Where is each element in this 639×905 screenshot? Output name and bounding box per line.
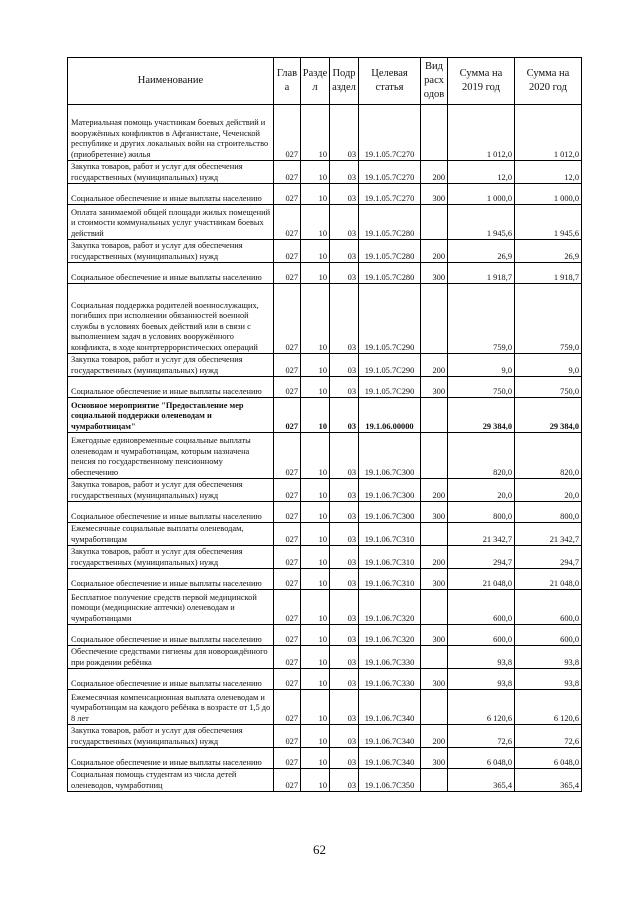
table-row <box>68 240 582 263</box>
row-sum-2020: 6 048,0 <box>515 748 582 769</box>
row-sum-2019: 26,9 <box>448 240 515 263</box>
header-podrazdel: Подр аздел <box>330 58 359 105</box>
row-razdel: 10 <box>301 690 330 725</box>
header-sum-2020: Сумма на 2020 год <box>515 58 582 105</box>
row-vid-rashodov <box>421 105 448 161</box>
row-sum-2020: 759,0 <box>515 284 582 354</box>
table-row <box>68 646 582 669</box>
row-sum-2019: 6 048,0 <box>448 748 515 769</box>
row-celevaya-statya: 19.1.06.7С330 <box>359 646 421 669</box>
table-row <box>68 398 582 433</box>
row-vid-rashodov: 300 <box>421 263 448 284</box>
row-sum-2020: 21 342,7 <box>515 523 582 546</box>
row-vid-rashodov <box>421 769 448 792</box>
header-name: Наименование <box>68 58 274 105</box>
row-celevaya-statya: 19.1.05.7С290 <box>359 284 421 354</box>
row-celevaya-statya: 19.1.05.7С290 <box>359 354 421 377</box>
page-number: 62 <box>313 842 326 857</box>
row-razdel: 10 <box>301 569 330 590</box>
row-glava: 027 <box>274 205 301 240</box>
row-podrazdel: 03 <box>330 669 359 690</box>
row-podrazdel: 03 <box>330 433 359 479</box>
row-vid-rashodov: 200 <box>421 479 448 502</box>
row-razdel: 10 <box>301 161 330 184</box>
table-row <box>68 669 582 690</box>
row-name: Закупка товаров, работ и услуг для обеспечения государственных (муниципальных) нужд <box>68 161 274 184</box>
row-podrazdel: 03 <box>330 502 359 523</box>
row-razdel: 10 <box>301 479 330 502</box>
row-glava: 027 <box>274 284 301 354</box>
row-razdel: 10 <box>301 625 330 646</box>
row-name: Социальное обеспечение и иные выплаты населению <box>68 502 274 523</box>
row-glava: 027 <box>274 590 301 625</box>
row-name: Ежегодные единовременные социальные выплаты оленеводам и чумработницам, которым назначена пенсия по государственному пенсионному обеспечению <box>68 433 274 479</box>
row-vid-rashodov: 200 <box>421 546 448 569</box>
row-celevaya-statya: 19.1.06.7С340 <box>359 690 421 725</box>
row-name: Социальная поддержка родителей военнослужащих, погибших при исполнении обязанностей военной службы в условиях боевых действий или в связи с выполнением задач в условиях вооружённого конфликта, в ходе контртеррористических операций <box>68 284 274 354</box>
row-glava: 027 <box>274 377 301 398</box>
row-glava: 027 <box>274 769 301 792</box>
row-celevaya-statya: 19.1.05.7С270 <box>359 161 421 184</box>
table-row <box>68 263 582 284</box>
row-razdel: 10 <box>301 669 330 690</box>
row-name: Социальная помощь студентам из числа детей оленеводов, чумработниц <box>68 769 274 792</box>
table-body <box>68 105 582 792</box>
row-razdel: 10 <box>301 646 330 669</box>
row-name: Социальное обеспечение и иные выплаты населению <box>68 184 274 205</box>
row-celevaya-statya: 19.1.05.7С270 <box>359 184 421 205</box>
row-glava: 027 <box>274 669 301 690</box>
header-vid-rashodov: Вид расх одов <box>421 58 448 105</box>
row-sum-2019: 93,8 <box>448 646 515 669</box>
row-glava: 027 <box>274 502 301 523</box>
row-vid-rashodov <box>421 205 448 240</box>
row-sum-2019: 800,0 <box>448 502 515 523</box>
row-celevaya-statya: 19.1.06.7С310 <box>359 569 421 590</box>
row-sum-2020: 6 120,6 <box>515 690 582 725</box>
row-vid-rashodov <box>421 284 448 354</box>
row-podrazdel: 03 <box>330 205 359 240</box>
row-name: Социальное обеспечение и иные выплаты населению <box>68 263 274 284</box>
row-podrazdel: 03 <box>330 546 359 569</box>
row-sum-2020: 294,7 <box>515 546 582 569</box>
row-vid-rashodov <box>421 590 448 625</box>
row-celevaya-statya: 19.1.06.7С300 <box>359 502 421 523</box>
row-celevaya-statya: 19.1.05.7С270 <box>359 105 421 161</box>
table-row <box>68 502 582 523</box>
table-row <box>68 625 582 646</box>
row-glava: 027 <box>274 398 301 433</box>
row-sum-2019: 21 048,0 <box>448 569 515 590</box>
row-podrazdel: 03 <box>330 725 359 748</box>
row-glava: 027 <box>274 646 301 669</box>
row-glava: 027 <box>274 161 301 184</box>
row-podrazdel: 03 <box>330 769 359 792</box>
row-name: Закупка товаров, работ и услуг для обеспечения государственных (муниципальных) нужд <box>68 725 274 748</box>
row-name: Ежемесячная компенсационная выплата оленеводам и чумработницам на каждого ребёнка в возрасте от 1,5 до 8 лет <box>68 690 274 725</box>
row-vid-rashodov: 300 <box>421 748 448 769</box>
row-vid-rashodov: 300 <box>421 184 448 205</box>
table-row <box>68 690 582 725</box>
row-razdel: 10 <box>301 354 330 377</box>
row-podrazdel: 03 <box>330 479 359 502</box>
row-glava: 027 <box>274 263 301 284</box>
table-row <box>68 105 582 161</box>
row-podrazdel: 03 <box>330 398 359 433</box>
row-vid-rashodov: 300 <box>421 669 448 690</box>
row-celevaya-statya: 19.1.06.7С300 <box>359 433 421 479</box>
row-name: Закупка товаров, работ и услуг для обеспечения государственных (муниципальных) нужд <box>68 546 274 569</box>
row-sum-2020: 9,0 <box>515 354 582 377</box>
row-sum-2020: 93,8 <box>515 646 582 669</box>
row-razdel: 10 <box>301 590 330 625</box>
row-glava: 027 <box>274 105 301 161</box>
row-podrazdel: 03 <box>330 184 359 205</box>
row-name: Социальное обеспечение и иные выплаты населению <box>68 669 274 690</box>
row-podrazdel: 03 <box>330 240 359 263</box>
row-sum-2019: 6 120,6 <box>448 690 515 725</box>
row-glava: 027 <box>274 748 301 769</box>
row-glava: 027 <box>274 433 301 479</box>
row-celevaya-statya: 19.1.05.7С280 <box>359 205 421 240</box>
header-razdel: Разде л <box>301 58 330 105</box>
table-row <box>68 748 582 769</box>
row-razdel: 10 <box>301 725 330 748</box>
row-sum-2019: 759,0 <box>448 284 515 354</box>
budget-table <box>67 57 582 792</box>
row-vid-rashodov <box>421 523 448 546</box>
row-name: Бесплатное получение средств первой медицинской помощи (медицинские аптечки) оленеводам и чумработницами <box>68 590 274 625</box>
row-sum-2019: 93,8 <box>448 669 515 690</box>
row-podrazdel: 03 <box>330 646 359 669</box>
table-header-row <box>68 58 582 105</box>
row-sum-2019: 820,0 <box>448 433 515 479</box>
table-row <box>68 569 582 590</box>
table-row <box>68 184 582 205</box>
row-podrazdel: 03 <box>330 690 359 725</box>
row-vid-rashodov: 300 <box>421 625 448 646</box>
row-razdel: 10 <box>301 377 330 398</box>
row-sum-2020: 93,8 <box>515 669 582 690</box>
row-glava: 027 <box>274 625 301 646</box>
row-glava: 027 <box>274 354 301 377</box>
row-razdel: 10 <box>301 769 330 792</box>
row-name: Ежемесячные социальные выплаты оленеводам, чумработницам <box>68 523 274 546</box>
row-razdel: 10 <box>301 284 330 354</box>
row-vid-rashodov: 300 <box>421 569 448 590</box>
row-podrazdel: 03 <box>330 748 359 769</box>
row-glava: 027 <box>274 479 301 502</box>
row-sum-2019: 600,0 <box>448 590 515 625</box>
row-sum-2019: 750,0 <box>448 377 515 398</box>
table-row <box>68 590 582 625</box>
row-podrazdel: 03 <box>330 263 359 284</box>
row-sum-2020: 26,9 <box>515 240 582 263</box>
row-celevaya-statya: 19.1.06.7С300 <box>359 479 421 502</box>
row-razdel: 10 <box>301 240 330 263</box>
row-name: Социальное обеспечение и иные выплаты населению <box>68 569 274 590</box>
row-vid-rashodov: 300 <box>421 377 448 398</box>
row-podrazdel: 03 <box>330 377 359 398</box>
row-podrazdel: 03 <box>330 625 359 646</box>
row-celevaya-statya: 19.1.06.7С310 <box>359 546 421 569</box>
row-razdel: 10 <box>301 263 330 284</box>
row-glava: 027 <box>274 569 301 590</box>
row-sum-2019: 1 945,6 <box>448 205 515 240</box>
table-row <box>68 284 582 354</box>
row-sum-2019: 20,0 <box>448 479 515 502</box>
row-celevaya-statya: 19.1.06.7С310 <box>359 523 421 546</box>
row-name: Оплата занимаемой общей площади жилых помещений и стоимости коммунальных услуг участникам боевых действий <box>68 205 274 240</box>
row-sum-2019: 21 342,7 <box>448 523 515 546</box>
row-podrazdel: 03 <box>330 569 359 590</box>
row-razdel: 10 <box>301 184 330 205</box>
row-sum-2019: 294,7 <box>448 546 515 569</box>
row-celevaya-statya: 19.1.05.7С280 <box>359 240 421 263</box>
row-vid-rashodov <box>421 433 448 479</box>
table-row <box>68 546 582 569</box>
row-podrazdel: 03 <box>330 105 359 161</box>
row-name: Материальная помощь участникам боевых действий и вооружённых конфликтов в Афганистане, Чеченской республике и других локальных войн на строительство (приобретение) жилья <box>68 105 274 161</box>
row-celevaya-statya: 19.1.05.7С290 <box>359 377 421 398</box>
row-name: Социальное обеспечение и иные выплаты населению <box>68 377 274 398</box>
row-glava: 027 <box>274 240 301 263</box>
row-name: Закупка товаров, работ и услуг для обеспечения государственных (муниципальных) нужд <box>68 240 274 263</box>
row-sum-2019: 12,0 <box>448 161 515 184</box>
row-celevaya-statya: 19.1.05.7С280 <box>359 263 421 284</box>
row-name: Закупка товаров, работ и услуг для обеспечения государственных (муниципальных) нужд <box>68 479 274 502</box>
row-sum-2019: 72,6 <box>448 725 515 748</box>
row-sum-2020: 12,0 <box>515 161 582 184</box>
row-podrazdel: 03 <box>330 284 359 354</box>
row-sum-2020: 29 384,0 <box>515 398 582 433</box>
row-name: Обеспечение средствами гигиены для новорождённого при рождении ребёнка <box>68 646 274 669</box>
row-podrazdel: 03 <box>330 590 359 625</box>
row-name: Закупка товаров, работ и услуг для обеспечения государственных (муниципальных) нужд <box>68 354 274 377</box>
row-glava: 027 <box>274 690 301 725</box>
row-razdel: 10 <box>301 748 330 769</box>
table-row <box>68 769 582 792</box>
row-celevaya-statya: 19.1.06.00000 <box>359 398 421 433</box>
table-row <box>68 725 582 748</box>
row-sum-2020: 72,6 <box>515 725 582 748</box>
row-sum-2019: 29 384,0 <box>448 398 515 433</box>
row-vid-rashodov: 300 <box>421 502 448 523</box>
table-row <box>68 354 582 377</box>
table-row <box>68 205 582 240</box>
row-sum-2020: 1 945,6 <box>515 205 582 240</box>
row-sum-2019: 9,0 <box>448 354 515 377</box>
row-sum-2020: 1 012,0 <box>515 105 582 161</box>
row-glava: 027 <box>274 523 301 546</box>
row-celevaya-statya: 19.1.06.7С340 <box>359 725 421 748</box>
row-vid-rashodov <box>421 646 448 669</box>
row-razdel: 10 <box>301 205 330 240</box>
row-razdel: 10 <box>301 433 330 479</box>
row-razdel: 10 <box>301 502 330 523</box>
row-razdel: 10 <box>301 546 330 569</box>
table-row <box>68 433 582 479</box>
row-vid-rashodov <box>421 398 448 433</box>
row-podrazdel: 03 <box>330 523 359 546</box>
row-name: Основное мероприятие "Предоставление мер социальной поддержки оленеводам и чумработницам" <box>68 398 274 433</box>
row-sum-2019: 1 918,7 <box>448 263 515 284</box>
row-sum-2019: 365,4 <box>448 769 515 792</box>
table-row <box>68 161 582 184</box>
row-razdel: 10 <box>301 105 330 161</box>
row-sum-2019: 600,0 <box>448 625 515 646</box>
row-glava: 027 <box>274 184 301 205</box>
row-sum-2020: 800,0 <box>515 502 582 523</box>
row-sum-2019: 1 000,0 <box>448 184 515 205</box>
row-sum-2020: 1 918,7 <box>515 263 582 284</box>
row-sum-2020: 365,4 <box>515 769 582 792</box>
row-vid-rashodov: 200 <box>421 354 448 377</box>
row-sum-2019: 1 012,0 <box>448 105 515 161</box>
row-sum-2020: 600,0 <box>515 625 582 646</box>
row-sum-2020: 21 048,0 <box>515 569 582 590</box>
row-podrazdel: 03 <box>330 354 359 377</box>
row-glava: 027 <box>274 546 301 569</box>
row-sum-2020: 820,0 <box>515 433 582 479</box>
row-celevaya-statya: 19.1.06.7С320 <box>359 625 421 646</box>
row-sum-2020: 750,0 <box>515 377 582 398</box>
row-razdel: 10 <box>301 398 330 433</box>
header-celevaya-statya: Целевая статья <box>359 58 421 105</box>
row-sum-2020: 20,0 <box>515 479 582 502</box>
table-row <box>68 377 582 398</box>
row-celevaya-statya: 19.1.06.7С320 <box>359 590 421 625</box>
table-row <box>68 523 582 546</box>
row-celevaya-statya: 19.1.06.7С330 <box>359 669 421 690</box>
row-name: Социальное обеспечение и иные выплаты населению <box>68 625 274 646</box>
header-sum-2019: Сумма на 2019 год <box>448 58 515 105</box>
row-celevaya-statya: 19.1.06.7С340 <box>359 748 421 769</box>
row-vid-rashodov: 200 <box>421 725 448 748</box>
row-name: Социальное обеспечение и иные выплаты населению <box>68 748 274 769</box>
row-vid-rashodov <box>421 690 448 725</box>
row-sum-2020: 600,0 <box>515 590 582 625</box>
row-glava: 027 <box>274 725 301 748</box>
row-sum-2020: 1 000,0 <box>515 184 582 205</box>
row-razdel: 10 <box>301 523 330 546</box>
row-podrazdel: 03 <box>330 161 359 184</box>
header-glava: Глав а <box>274 58 301 105</box>
row-vid-rashodov: 200 <box>421 240 448 263</box>
table-row <box>68 479 582 502</box>
row-vid-rashodov: 200 <box>421 161 448 184</box>
row-celevaya-statya: 19.1.06.7С350 <box>359 769 421 792</box>
